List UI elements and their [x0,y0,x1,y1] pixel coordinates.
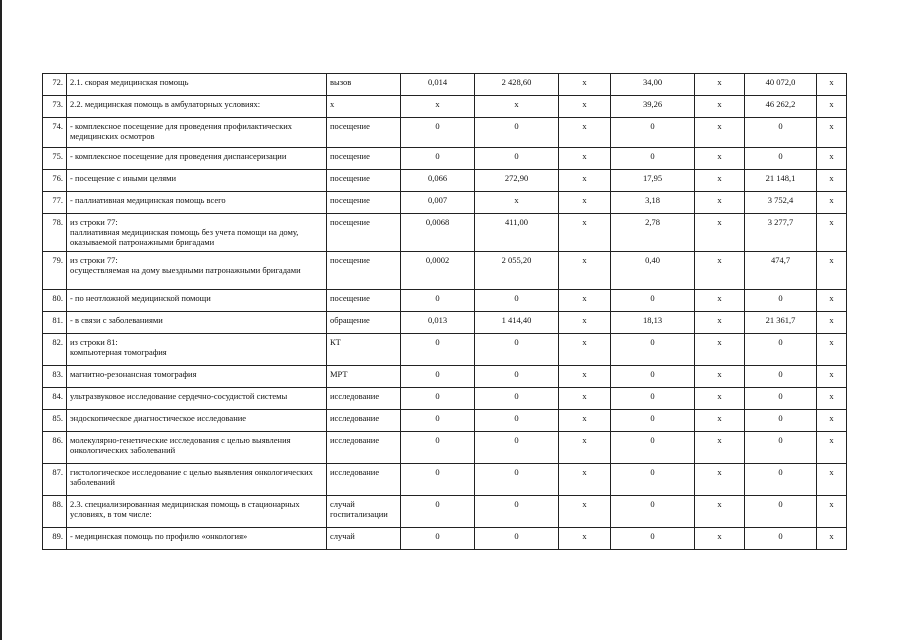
indicator-name: ультразвуковое исследование сердечно-сосудистой системы [67,388,327,410]
row-number: 76. [43,170,67,192]
per-capita-value: 2,78 [611,214,695,252]
total-value: 0 [745,334,817,366]
value-3: х [559,312,611,334]
row-number: 85. [43,410,67,432]
tariff-table [42,73,847,550]
value-7: х [817,496,847,528]
per-capita-value: 0 [611,148,695,170]
total-value: 3 752,4 [745,192,817,214]
per-capita-value: 34,00 [611,74,695,96]
table-row [43,334,847,366]
volume-norm: 0 [401,528,475,550]
value-3: х [559,170,611,192]
total-value: 0 [745,148,817,170]
value-3: х [559,74,611,96]
total-value: 0 [745,410,817,432]
table-row [43,96,847,118]
row-number: 83. [43,366,67,388]
value-3: х [559,410,611,432]
cost-norm: 0 [475,496,559,528]
value-5: х [695,528,745,550]
unit-of-measure: посещение [327,118,401,148]
value-7: х [817,464,847,496]
per-capita-value: 0 [611,366,695,388]
value-5: х [695,464,745,496]
volume-norm: 0,014 [401,74,475,96]
table-row [43,148,847,170]
indicator-name: 2.3. специализированная медицинская помощь в стационарных условиях, в том числе: [67,496,327,528]
total-value: 0 [745,118,817,148]
total-value: 3 277,7 [745,214,817,252]
per-capita-value: 0 [611,118,695,148]
volume-norm: 0 [401,118,475,148]
per-capita-value: 0 [611,432,695,464]
per-capita-value: 18,13 [611,312,695,334]
total-value: 21 361,7 [745,312,817,334]
value-5: х [695,290,745,312]
unit-of-measure: исследование [327,464,401,496]
value-5: х [695,334,745,366]
cost-norm: 0 [475,366,559,388]
table-row [43,192,847,214]
volume-norm: 0 [401,366,475,388]
value-7: х [817,312,847,334]
value-5: х [695,312,745,334]
unit-of-measure: КТ [327,334,401,366]
row-number: 73. [43,96,67,118]
value-7: х [817,170,847,192]
cost-norm: 0 [475,410,559,432]
row-number: 89. [43,528,67,550]
volume-norm: 0 [401,148,475,170]
table-row [43,388,847,410]
unit-of-measure: посещение [327,252,401,290]
value-3: х [559,366,611,388]
value-3: х [559,464,611,496]
unit-of-measure: исследование [327,432,401,464]
volume-norm: 0,013 [401,312,475,334]
unit-of-measure: случай [327,528,401,550]
table-row [43,410,847,432]
indicator-name: - паллиативная медицинская помощь всего [67,192,327,214]
cost-norm: 2 428,60 [475,74,559,96]
total-value: 474,7 [745,252,817,290]
row-number: 84. [43,388,67,410]
value-7: х [817,290,847,312]
value-5: х [695,496,745,528]
value-5: х [695,388,745,410]
value-7: х [817,74,847,96]
cost-norm: 0 [475,118,559,148]
unit-of-measure: МРТ [327,366,401,388]
unit-of-measure: посещение [327,148,401,170]
value-7: х [817,214,847,252]
unit-of-measure: посещение [327,192,401,214]
value-7: х [817,528,847,550]
total-value: 0 [745,464,817,496]
table-row [43,74,847,96]
volume-norm: 0 [401,464,475,496]
value-7: х [817,96,847,118]
volume-norm: 0 [401,334,475,366]
total-value: 0 [745,388,817,410]
value-3: х [559,214,611,252]
row-number: 81. [43,312,67,334]
value-7: х [817,432,847,464]
indicator-name: эндоскопическое диагностическое исследование [67,410,327,432]
indicator-name: гистологическое исследование с целью выявления онкологических заболеваний [67,464,327,496]
value-5: х [695,148,745,170]
value-5: х [695,214,745,252]
value-3: х [559,290,611,312]
volume-norm: 0 [401,432,475,464]
volume-norm: х [401,96,475,118]
unit-of-measure: исследование [327,410,401,432]
value-7: х [817,118,847,148]
value-3: х [559,432,611,464]
per-capita-value: 3,18 [611,192,695,214]
indicator-name: из строки 81: компьютерная томография [67,334,327,366]
per-capita-value: 0 [611,290,695,312]
per-capita-value: 0 [611,496,695,528]
value-7: х [817,148,847,170]
total-value: 0 [745,432,817,464]
per-capita-value: 0,40 [611,252,695,290]
cost-norm: 0 [475,148,559,170]
cost-norm: 0 [475,528,559,550]
row-number: 80. [43,290,67,312]
row-number: 74. [43,118,67,148]
table-row [43,528,847,550]
indicator-name: - комплексное посещение для проведения профилактических медицинских осмотров [67,118,327,148]
cost-norm: 0 [475,432,559,464]
total-value: 0 [745,496,817,528]
indicator-name: молекулярно-генетические исследования с целью выявления онкологических заболеваний [67,432,327,464]
per-capita-value: 0 [611,528,695,550]
indicator-name: из строки 77: паллиативная медицинская помощь без учета помощи на дому, оказываемой патронажными бригадами [67,214,327,252]
table-row [43,290,847,312]
unit-of-measure: вызов [327,74,401,96]
value-5: х [695,96,745,118]
total-value: 0 [745,290,817,312]
per-capita-value: 0 [611,464,695,496]
table-row [43,464,847,496]
per-capita-value: 39,26 [611,96,695,118]
cost-norm: 0 [475,334,559,366]
table-body [43,74,847,550]
total-value: 0 [745,528,817,550]
volume-norm: 0 [401,388,475,410]
indicator-name: магнитно-резонансная томография [67,366,327,388]
value-3: х [559,252,611,290]
per-capita-value: 0 [611,410,695,432]
value-3: х [559,96,611,118]
cost-norm: 2 055,20 [475,252,559,290]
table-row [43,170,847,192]
table-row [43,214,847,252]
row-number: 77. [43,192,67,214]
volume-norm: 0 [401,290,475,312]
unit-of-measure: обращение [327,312,401,334]
per-capita-value: 0 [611,334,695,366]
row-number: 87. [43,464,67,496]
value-5: х [695,74,745,96]
cost-norm: 0 [475,464,559,496]
value-5: х [695,432,745,464]
row-number: 88. [43,496,67,528]
indicator-name: - медицинская помощь по профилю «онкология» [67,528,327,550]
table-row [43,496,847,528]
cost-norm: 272,90 [475,170,559,192]
cost-norm: 1 414,40 [475,312,559,334]
volume-norm: 0,0068 [401,214,475,252]
table-row [43,118,847,148]
volume-norm: 0,0002 [401,252,475,290]
page-left-edge [0,0,2,640]
value-3: х [559,388,611,410]
per-capita-value: 0 [611,388,695,410]
per-capita-value: 17,95 [611,170,695,192]
table-row [43,312,847,334]
value-3: х [559,528,611,550]
total-value: 46 262,2 [745,96,817,118]
indicator-name: из строки 77: осуществляемая на дому выездными патронажными бригадами [67,252,327,290]
value-7: х [817,366,847,388]
table-row [43,366,847,388]
value-7: х [817,334,847,366]
row-number: 72. [43,74,67,96]
value-5: х [695,170,745,192]
cost-norm: х [475,96,559,118]
cost-norm: 0 [475,388,559,410]
value-3: х [559,334,611,366]
unit-of-measure: посещение [327,214,401,252]
unit-of-measure: х [327,96,401,118]
value-5: х [695,366,745,388]
indicator-name: - комплексное посещение для проведения диспансеризации [67,148,327,170]
value-5: х [695,410,745,432]
row-number: 86. [43,432,67,464]
value-7: х [817,410,847,432]
indicator-name: - посещение с иными целями [67,170,327,192]
volume-norm: 0 [401,496,475,528]
table-row [43,432,847,464]
row-number: 75. [43,148,67,170]
value-3: х [559,192,611,214]
cost-norm: 411,00 [475,214,559,252]
table-row [43,252,847,290]
cost-norm: х [475,192,559,214]
cost-norm: 0 [475,290,559,312]
value-7: х [817,252,847,290]
volume-norm: 0 [401,410,475,432]
value-7: х [817,388,847,410]
total-value: 21 148,1 [745,170,817,192]
value-3: х [559,118,611,148]
indicator-name: 2.2. медицинская помощь в амбулаторных условиях: [67,96,327,118]
value-3: х [559,496,611,528]
volume-norm: 0,007 [401,192,475,214]
value-5: х [695,252,745,290]
unit-of-measure: исследование [327,388,401,410]
value-5: х [695,118,745,148]
total-value: 40 072,0 [745,74,817,96]
value-3: х [559,148,611,170]
value-7: х [817,192,847,214]
indicator-name: - по неотложной медицинской помощи [67,290,327,312]
indicator-name: 2.1. скорая медицинская помощь [67,74,327,96]
unit-of-measure: посещение [327,290,401,312]
total-value: 0 [745,366,817,388]
row-number: 79. [43,252,67,290]
indicator-name: - в связи с заболеваниями [67,312,327,334]
unit-of-measure: посещение [327,170,401,192]
value-5: х [695,192,745,214]
unit-of-measure: случай госпитализации [327,496,401,528]
row-number: 82. [43,334,67,366]
row-number: 78. [43,214,67,252]
volume-norm: 0,066 [401,170,475,192]
